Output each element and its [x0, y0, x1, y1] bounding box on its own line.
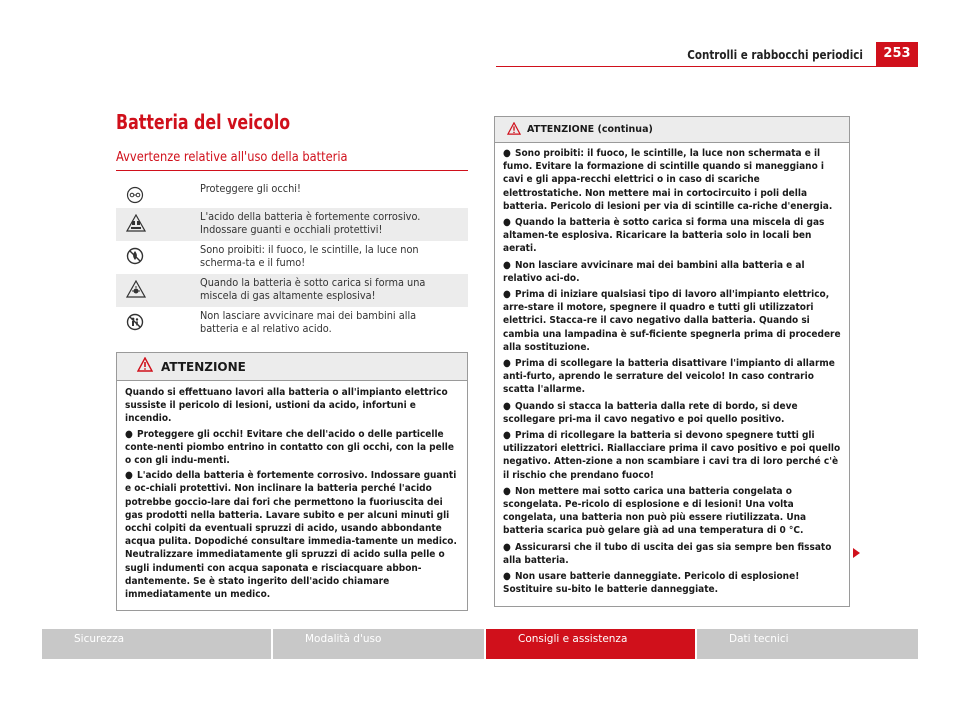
- tab-sicurezza[interactable]: Sicurezza: [42, 629, 271, 659]
- warning-item: [125, 469, 459, 601]
- symbol-row: [116, 307, 468, 340]
- explosive-gas-icon: [116, 277, 200, 298]
- bullet: ●: [503, 541, 511, 553]
- warning-item: [503, 429, 841, 482]
- page-number: 253: [876, 42, 918, 66]
- warning-item: [125, 428, 459, 468]
- warning-item-text: Quando la batteria è sotto carica si forma una miscela di gas altamen-te esplosiva. Ricaricare la batteria solo in locali ben aerati.: [503, 217, 825, 255]
- warning-item: [503, 147, 841, 213]
- warning-item: [503, 216, 841, 256]
- warning-item-text: Prima di iniziare qualsiasi tipo di lavoro all'impianto elettrico, arre-stare il motore, spegnere il quadro e tutti gli utilizzatori elettrici. Stacca-re il cavo negativo dalla batteria. Quando si cambia una lampadina è suf-ficiente spegnerla prima di procedere alla sostituzione.: [503, 289, 841, 353]
- warning-triangle-icon: [507, 120, 521, 139]
- page-header: [0, 42, 960, 68]
- bullet: ●: [503, 571, 511, 583]
- warning-item-text: Non lasciare avvicinare mai dei bambini alla batteria e al relativo aci-do.: [503, 259, 805, 284]
- warning-item-text: Prima di scollegare la batteria disattivare l'impianto di allarme anti-furto, aprendo le serrature del veicolo! In caso contrario scatta l'allarme.: [503, 358, 835, 396]
- tab-consigli-assistenza[interactable]: Consigli e assistenza: [486, 629, 695, 659]
- bullet: ●: [503, 485, 511, 497]
- warning-item: [503, 288, 841, 354]
- warning-item: [503, 259, 841, 285]
- no-fire-icon: [116, 244, 200, 265]
- bullet: ●: [503, 358, 511, 370]
- warning-intro: Quando si effettuano lavori alla batteria o all'impianto elettrico sussiste il pericolo di lesioni, ustioni da acido, infortuni e incendio.: [125, 387, 448, 425]
- warning-box: [116, 352, 468, 611]
- symbol-row: [116, 208, 468, 241]
- keep-children-away-icon: [116, 310, 200, 331]
- warning-item-text: L'acido della batteria è fortemente corrosivo. Indossare guanti e oc-chiali protettivi. Non inclinare la batteria perché l'acido potrebbe goccio-lare dai fori che permettono la fuoriuscita dei gas prodotti nella batteria. Lavare subito e per alcuni minuti gli occhi colpiti da eventuali spruzzi di acido, usando abbondante acqua pulita. Dopodiché consultare immedia-tamente un medico. Neutralizzare immediatamente gli spruzzi di acido sulla pelle o sugli indumenti con acqua saponata e risciacquare abbon-dantemente. Se è stato ingerito dell'acido chiamare immediatamente un medico.: [125, 470, 457, 601]
- symbol-text: Proteggere gli occhi!: [200, 183, 301, 195]
- warning-item: [503, 541, 841, 567]
- symbol-text: L'acido della batteria è fortemente corrosivo. Indossare guanti e occhiali protettivi!: [200, 211, 421, 236]
- warning-item-text: Sono proibiti: il fuoco, le scintille, la luce non schermata e il fumo. Evitare la formazione di scintille quando si maneggiano i cavi e gli appa-recchi elettrici o in caso di scariche elettrostatiche. Non mettere mai in cortocircuito i poli della batteria. Pericolo di lesioni per via di scintille ca-riche d'energia.: [503, 148, 833, 212]
- symbol-table: [116, 180, 468, 340]
- warning-item-text: Assicurarsi che il tubo di uscita dei gas sia sempre ben fissato alla batteria.: [503, 541, 832, 566]
- warning-item-text: Quando si stacca la batteria dalla rete di bordo, si deve scollegare pri-ma il cavo negativo e poi quello positivo.: [503, 400, 798, 425]
- warning-continued-box: [494, 116, 850, 607]
- warning-item: [503, 485, 841, 538]
- bullet: ●: [503, 289, 511, 301]
- warning-body: [117, 381, 467, 610]
- chapter-title: Controlli e rabbocchi periodici: [687, 47, 863, 62]
- warning-continued-header: [495, 117, 849, 143]
- bullet: ●: [125, 470, 133, 482]
- section-subtitle: Avvertenze relative all'uso della batteria: [116, 150, 348, 165]
- bullet: ●: [503, 217, 511, 229]
- warning-continued-title: ATTENZIONE (continua): [527, 124, 653, 135]
- left-column: [116, 110, 468, 611]
- bullet: ●: [503, 259, 511, 271]
- warning-title: ATTENZIONE: [161, 359, 246, 374]
- symbol-text: Non lasciare avvicinare mai dei bambini alla batteria e al relativo acido.: [200, 310, 417, 335]
- warning-triangle-icon: [137, 357, 153, 376]
- symbol-text: Sono proibiti: il fuoco, le scintille, la luce non scherma-ta e il fumo!: [200, 244, 419, 269]
- symbol-row: [116, 180, 468, 208]
- warning-item: [503, 400, 841, 426]
- tab-modalita-uso[interactable]: Modalità d'uso: [273, 629, 484, 659]
- footer-nav: [42, 629, 918, 659]
- bullet: ●: [503, 430, 511, 442]
- warning-header: [117, 353, 467, 381]
- warning-item-text: Prima di ricollegare la batteria si devono spegnere tutti gli utilizzatori elettrici. Riallacciare prima il cavo positivo e poi quello negativo. Atten-zione a non scambiare i cavi tra di loro perché c'è il rischio che prendano fuoco!: [503, 430, 841, 481]
- header-rule: [496, 66, 918, 67]
- subtitle-rule: [116, 170, 468, 171]
- symbol-text: Quando la batteria è sotto carica si forma una miscela di gas altamente esplosiva!: [200, 277, 426, 302]
- continue-arrow-icon: [853, 548, 860, 558]
- bullet: ●: [503, 148, 511, 159]
- section-title: Batteria del veicolo: [116, 110, 291, 134]
- warning-item-text: Non usare batterie danneggiate. Pericolo di esplosione! Sostituire su-bito le batterie danneggiate.: [503, 571, 800, 596]
- tab-dati-tecnici[interactable]: Dati tecnici: [697, 629, 918, 659]
- bullet: ●: [125, 428, 133, 440]
- warning-item: [503, 357, 841, 397]
- acid-corrosive-icon: [116, 211, 200, 232]
- warning-item-text: Non mettere mai sotto carica una batteria congelata o scongelata. Pe-ricolo di esplosione e di lesioni! Una volta congelata, una batteria non può più essere riutilizzata. Una batteria scarica può gelare già ad una temperatura di 0 °C.: [503, 485, 807, 537]
- symbol-row: [116, 274, 468, 307]
- warning-continued-body: [495, 143, 849, 606]
- bullet: ●: [503, 400, 511, 412]
- eye-protection-icon: [116, 183, 200, 204]
- warning-item: [503, 570, 841, 596]
- warning-item-text: Proteggere gli occhi! Evitare che dell'acido o delle particelle conte-nenti piombo entrino in contatto con gli occhi, con la pelle o con gli indu-menti.: [125, 428, 454, 467]
- symbol-row: [116, 241, 468, 274]
